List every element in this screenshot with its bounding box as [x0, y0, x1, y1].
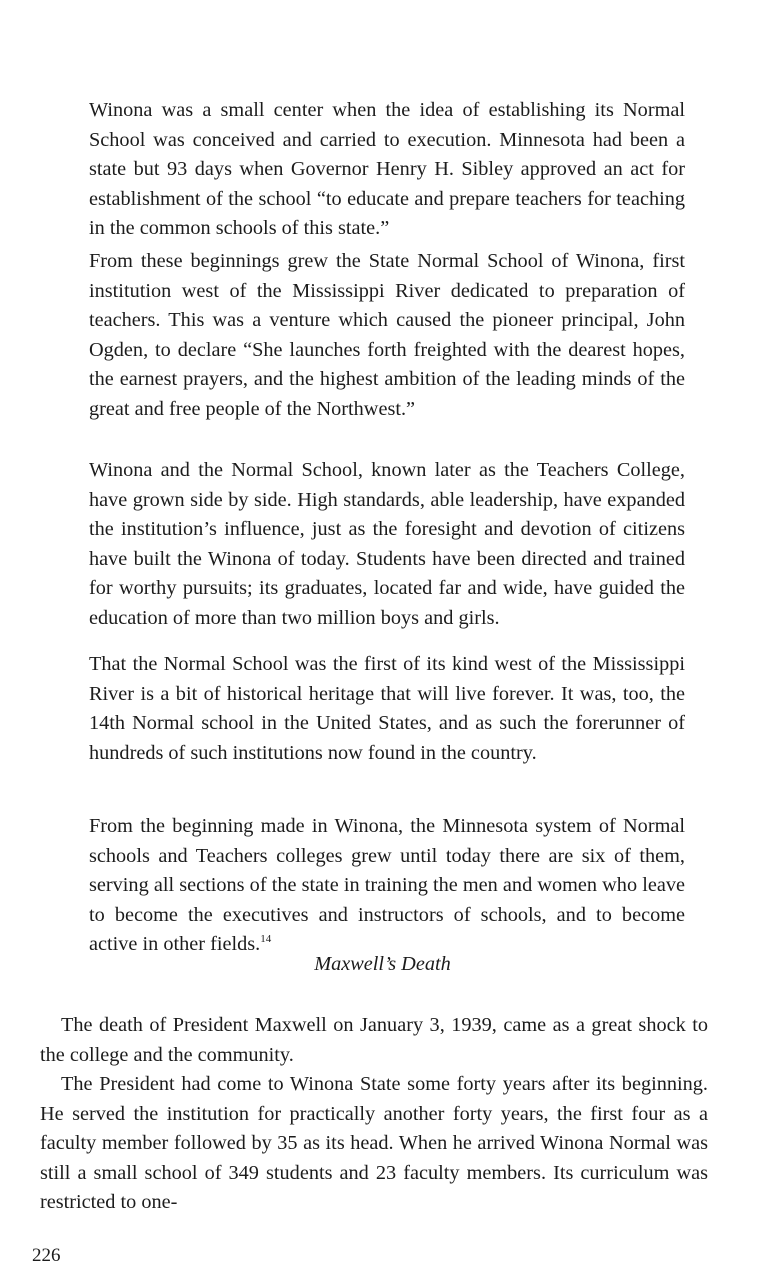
- quote-paragraph-5-text: From the beginning made in Winona, the Minnesota system of Normal schools and Teachers colleges grew until today there are six of them, serving all sections of the state in training the men and women who leave to become the executives and instructors of schools, and to become active in other fields.: [89, 815, 685, 955]
- page-number: 226: [32, 1245, 61, 1266]
- section-heading: Maxwell’s Death: [314, 953, 451, 975]
- quote-paragraph-1: Winona was a small center when the idea of establishing its Normal School was conceived and carried to execution. Minnesota had been a state but 93 days when Governor Henry H. Sibley approved an act for establishment of the school “to educate and prepare teachers for teaching in the common schools of this state.”: [89, 99, 685, 239]
- quote-paragraph-3: Winona and the Normal School, known later as the Teachers College, have grown side by side. High standards, able leadership, have expanded the institution’s influence, just as the foresight and devotion of citizens have built the Winona of today. Students have been directed and trained for worthy pursuits; its graduates, located far and wide, have guided the education of more than two million boys and girls.: [89, 459, 685, 629]
- quote-paragraph-2: From these beginnings grew the State Normal School of Winona, first institution west of the Mississippi River dedicated to preparation of teachers. This was a venture which caused the pioneer principal, John Ogden, to declare “She launches forth freighted with the dearest hopes, the earnest prayers, and the highest ambition of the leading minds of the great and free people of the Northwest.”: [89, 250, 685, 420]
- quote-paragraph-5: [89, 812, 685, 960]
- quote-paragraph-4: That the Normal School was the first of its kind west of the Mississippi River is a bit of historical heritage that will live forever. It was, too, the 14th Normal school in the United States, and as such the forerunner of hundreds of such institutions now found in the country.: [89, 653, 685, 764]
- body-paragraph-1: The death of President Maxwell on January 3, 1939, came as a great shock to the college and the community.: [40, 1014, 708, 1066]
- body-paragraph-2: The President had come to Winona State some forty years after its beginning. He served the institution for practically another forty years, the first four as a faculty member followed by 35 as its head. When he arrived Winona Normal was still a small school of 349 students and 23 faculty members. Its curriculum was restricted to one-: [40, 1073, 708, 1213]
- footnote-reference[interactable]: 14: [260, 933, 272, 946]
